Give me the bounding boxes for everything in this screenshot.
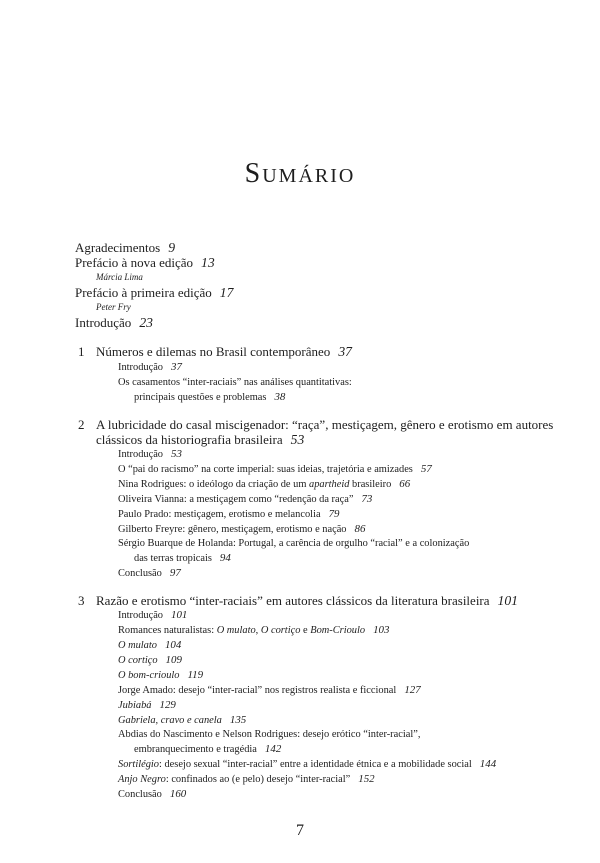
toc-label: Números e dilemas no Brasil contemporâneo [96,344,331,359]
toc-page: 38 [274,391,286,403]
toc-author-nova: Márcia Lima [96,272,143,282]
chapter-title-3 [96,594,518,608]
toc-page: 37 [171,361,182,373]
toc-page: 144 [479,758,497,770]
toc-entry [118,759,496,770]
toc-entry [118,670,203,681]
toc-entry-continued [134,744,281,755]
toc-page: 135 [229,714,247,726]
toc-entry [118,479,410,490]
toc-entry: Sérgio Buarque de Holanda: Portugal, a carência de orgulho “racial” e a colonização [118,538,470,549]
chapter-number: 2 [78,417,85,432]
toc-label: Prefácio à primeira edição [75,285,212,300]
toc-entry [118,509,339,520]
toc-entry [118,464,432,475]
toc-label-italic: Gabriela, cravo e canela [118,715,222,726]
toc-entry-prefacio-nova [75,256,215,270]
toc-page: 9 [168,240,176,255]
toc-page: 13 [201,255,215,270]
toc-label: Romances naturalistas: [118,625,217,636]
chapter-number: 1 [78,344,85,359]
toc-page: 94 [219,552,231,564]
toc-page: 160 [169,788,187,800]
toc-label: embranquecimento e tragédia [134,744,257,755]
toc-label-italic: O mulato [216,625,256,636]
toc-label: Prefácio à nova edição [75,255,194,270]
toc-label: Conclusão [118,568,162,579]
toc-label-italic: O cortiço [260,625,301,636]
toc-label-italic: Jubiabá [118,700,152,711]
toc-page: 53 [171,448,182,460]
chapter-title-1 [96,345,352,359]
toc-label: Introdução [118,610,164,621]
toc-entry [118,685,421,696]
page-number: 7 [296,822,304,839]
toc-entry [118,610,187,621]
toc-entry [118,655,182,666]
toc-page: 104 [164,639,182,651]
toc-label: Paulo Prado: mestiçagem, erotismo e melancolia [118,509,321,520]
toc-label-italic: O bom-crioulo [118,670,180,681]
toc-label-italic: Bom-Crioulo [310,625,366,636]
toc-label: Oliveira Vianna: a mestiçagem como “redenção da raça” [118,494,354,505]
toc-entry [118,449,182,460]
toc-page: 129 [159,699,176,711]
toc-entry-prefacio-primeira [75,286,233,300]
toc-page: 109 [165,654,182,666]
toc-label: : confinados ao (e pelo) desejo “inter-racial” [165,774,351,785]
toc-entry-continued [134,553,231,564]
toc-page: 152 [358,773,375,785]
toc-page: 97 [169,567,181,579]
toc-entry [118,640,181,651]
toc-label: : desejo sexual “inter-racial” entre a identidade étnica e a mobilidade social [158,759,472,770]
toc-entry [118,774,375,785]
toc-page: 73 [361,493,373,505]
toc-page: 142 [264,743,282,755]
toc-entry [118,524,365,535]
toc-entry [118,362,182,373]
toc-entry-continued [134,392,285,403]
toc-label-italic: Anjo Negro [118,774,166,785]
toc-label: e [300,625,311,636]
toc-label: Nina Rodrigues: o ideólogo da criação de um [118,479,310,490]
chapter-number: 3 [78,593,85,608]
toc-page: 57 [420,463,432,475]
toc-label-italic: O cortiço [118,655,158,666]
toc-entry-introducao [75,316,153,330]
toc-label-italic: apartheid [309,479,350,490]
toc-label: Agradecimentos [75,240,161,255]
toc-page: 79 [328,508,340,520]
toc-page: 119 [187,669,204,681]
toc-page: 53 [290,432,305,447]
toc-label: Jorge Amado: desejo “inter-racial” nos registros realista e ficcional [118,685,397,696]
toc-label: brasileiro [349,479,392,490]
toc-page: 86 [354,523,366,535]
toc-label: principais questões e problemas [134,392,267,403]
toc-label: Introdução [118,449,164,460]
toc-entry [118,700,176,711]
toc-page: 127 [404,684,421,696]
toc-label: clássicos da historiografia brasileira [96,432,283,447]
toc-label: O “pai do racismo” na corte imperial: suas ideias, trajetória e amizades [118,464,413,475]
toc-page: 37 [338,344,352,359]
toc-author-primeira: Peter Fry [96,302,131,312]
toc-page: 66 [399,478,411,490]
toc-label: , [255,625,261,636]
toc-label: Introdução [75,315,132,330]
toc-page: 103 [373,624,390,636]
page-title: Sumário [244,158,356,189]
toc-label-italic: O mulato [118,640,157,651]
toc-label: Introdução [118,362,164,373]
toc-label: Razão e erotismo “inter-raciais” em autores clássicos da literatura brasileira [96,593,490,608]
chapter-title-2: A lubricidade do casal miscigenador: “raça”, mestiçagem, gênero e erotismo em autores [96,417,554,432]
toc-page: 101 [171,609,188,621]
toc-entry-agradecimentos [75,241,175,255]
toc-label: Gilberto Freyre: gênero, mestiçagem, erotismo e nação [118,524,347,535]
toc-page: 101 [497,593,518,608]
toc-entry [118,568,181,579]
toc-entry [118,625,389,636]
toc-page: 17 [219,285,234,300]
toc-entry [118,715,246,726]
toc-entry: Abdias do Nascimento e Nelson Rodrigues: desejo erótico “inter-racial”, [118,729,421,740]
toc-entry: Os casamentos “inter-raciais” nas análises quantitativas: [118,377,352,388]
toc-entry [118,789,186,800]
toc-label-italic: Sortilégio [118,759,159,770]
toc-page: 23 [139,315,153,330]
chapter-title-2-continued [96,433,304,447]
toc-label: Conclusão [118,789,162,800]
toc-entry [118,494,372,505]
toc-label: das terras tropicais [134,553,212,564]
